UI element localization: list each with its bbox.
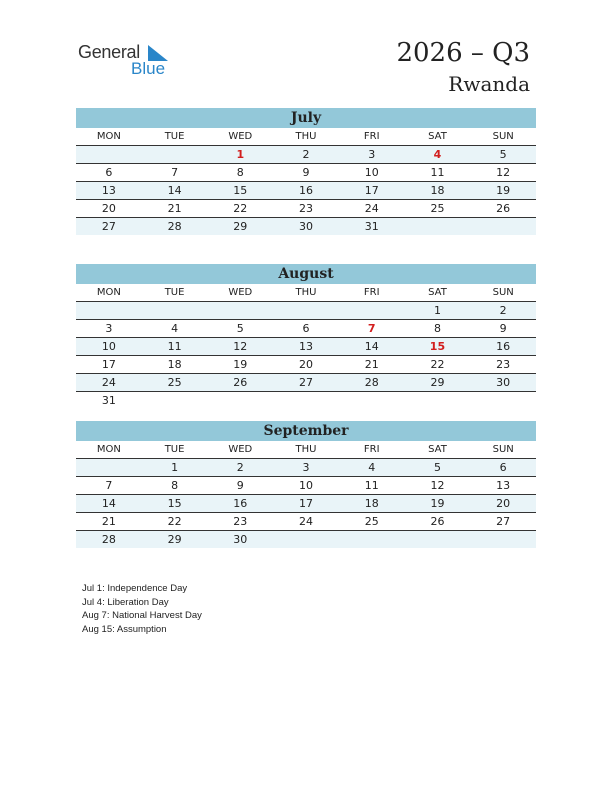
day-cell: 18 xyxy=(167,358,182,371)
weekday-header xyxy=(76,284,536,302)
day-cell: 22 xyxy=(167,515,182,528)
day-cell: 25 xyxy=(364,515,379,528)
day-cell: 29 xyxy=(430,376,445,389)
empty-day-cell xyxy=(339,302,405,319)
weekday-label: FRI xyxy=(363,444,380,455)
day-cell: 17 xyxy=(364,184,379,197)
day-cell: 29 xyxy=(167,533,182,546)
week-row xyxy=(76,320,536,338)
day-cell: 11 xyxy=(167,340,182,353)
empty-day-cell xyxy=(405,218,471,235)
day-cell: 15 xyxy=(233,184,248,197)
day-cell: 31 xyxy=(364,220,379,233)
day-cell: 1 xyxy=(171,461,179,474)
day-cell: 5 xyxy=(499,148,507,161)
empty-day-cell xyxy=(142,302,208,319)
day-cell: 26 xyxy=(233,376,248,389)
weekday-label: SAT xyxy=(428,131,447,142)
day-cell: 9 xyxy=(236,479,244,492)
month-september xyxy=(76,421,536,548)
day-cell: 24 xyxy=(299,515,314,528)
day-cell: 23 xyxy=(233,515,248,528)
empty-day-cell xyxy=(273,392,339,409)
weekday-label: SAT xyxy=(428,287,447,298)
day-cell: 6 xyxy=(302,322,310,335)
day-cell: 14 xyxy=(364,340,379,353)
day-cell: 8 xyxy=(433,322,441,335)
day-cell: 1 xyxy=(433,304,441,317)
empty-day-cell xyxy=(76,302,142,319)
week-row xyxy=(76,531,536,548)
day-cell: 13 xyxy=(496,479,511,492)
empty-day-cell xyxy=(207,392,273,409)
weekday-header xyxy=(76,441,536,459)
empty-day-cell xyxy=(142,146,208,163)
empty-day-cell xyxy=(207,302,273,319)
day-cell: 2 xyxy=(236,461,244,474)
day-cell: 30 xyxy=(299,220,314,233)
logo-blue-text: Blue xyxy=(131,59,166,78)
day-cell: 18 xyxy=(430,184,445,197)
day-cell: 12 xyxy=(496,166,511,179)
empty-day-cell xyxy=(405,531,471,548)
month-title: July xyxy=(76,108,536,128)
weekday-label: SAT xyxy=(428,444,447,455)
day-cell: 20 xyxy=(299,358,314,371)
logo-general-text: General xyxy=(78,42,140,62)
day-cell: 30 xyxy=(233,533,248,546)
day-cell: 23 xyxy=(299,202,314,215)
day-cell: 21 xyxy=(364,358,379,371)
holiday-notes xyxy=(82,582,202,636)
day-cell: 16 xyxy=(299,184,314,197)
weekday-label: FRI xyxy=(363,287,380,298)
page-title: 2026 – Q3 xyxy=(396,38,530,68)
day-cell: 3 xyxy=(368,148,376,161)
day-cell: 11 xyxy=(364,479,379,492)
day-cell: 2 xyxy=(499,304,507,317)
day-cell: 2 xyxy=(302,148,310,161)
day-cell: 29 xyxy=(233,220,248,233)
weekday-label: SUN xyxy=(492,444,514,455)
week-row xyxy=(76,182,536,200)
day-cell: 10 xyxy=(101,340,116,353)
week-row xyxy=(76,164,536,182)
week-row xyxy=(76,200,536,218)
empty-day-cell xyxy=(76,459,142,476)
weekday-label: SUN xyxy=(492,287,514,298)
weekday-label: WED xyxy=(228,131,253,142)
day-cell: 3 xyxy=(302,461,310,474)
empty-day-cell xyxy=(470,218,536,235)
day-cell: 12 xyxy=(233,340,248,353)
day-cell: 24 xyxy=(364,202,379,215)
empty-day-cell xyxy=(76,146,142,163)
day-cell: 31 xyxy=(101,394,116,407)
week-row xyxy=(76,477,536,495)
day-cell: 21 xyxy=(101,515,116,528)
weekday-label: MON xyxy=(96,131,121,142)
day-cell: 12 xyxy=(430,479,445,492)
day-cell: 22 xyxy=(233,202,248,215)
day-cell: 21 xyxy=(167,202,182,215)
day-cell: 17 xyxy=(101,358,116,371)
weekday-label: MON xyxy=(96,287,121,298)
day-cell: 28 xyxy=(167,220,182,233)
empty-day-cell xyxy=(470,531,536,548)
empty-day-cell xyxy=(273,302,339,319)
week-row xyxy=(76,338,536,356)
day-cell: 5 xyxy=(433,461,441,474)
day-cell: 7 xyxy=(105,479,113,492)
day-cell: 3 xyxy=(105,322,113,335)
week-row xyxy=(76,459,536,477)
weekday-label: THU xyxy=(295,287,317,298)
weekday-header xyxy=(76,128,536,146)
day-cell: 8 xyxy=(236,166,244,179)
holiday-note: Jul 4: Liberation Day xyxy=(82,596,169,608)
week-row xyxy=(76,392,536,409)
day-cell: 26 xyxy=(496,202,511,215)
holiday-note: Aug 7: National Harvest Day xyxy=(82,610,202,621)
month-title: August xyxy=(76,264,536,284)
weekday-label: FRI xyxy=(363,131,380,142)
day-cell: 16 xyxy=(233,497,248,510)
day-cell: 17 xyxy=(299,497,314,510)
day-cell: 7 xyxy=(367,322,376,335)
day-cell: 16 xyxy=(496,340,511,353)
day-cell: 4 xyxy=(368,461,376,474)
week-row xyxy=(76,374,536,392)
day-cell: 6 xyxy=(105,166,113,179)
month-august xyxy=(76,264,536,409)
day-cell: 28 xyxy=(364,376,379,389)
day-cell: 14 xyxy=(101,497,116,510)
weekday-label: MON xyxy=(96,444,121,455)
day-cell: 15 xyxy=(167,497,182,510)
day-cell: 24 xyxy=(101,376,116,389)
day-cell: 7 xyxy=(171,166,179,179)
day-cell: 5 xyxy=(236,322,244,335)
day-cell: 25 xyxy=(430,202,445,215)
day-cell: 27 xyxy=(101,220,116,233)
day-cell: 27 xyxy=(299,376,314,389)
weekday-label: THU xyxy=(295,444,317,455)
weekday-label: TUE xyxy=(164,287,185,298)
week-row xyxy=(76,218,536,235)
day-cell: 19 xyxy=(430,497,445,510)
day-cell: 22 xyxy=(430,358,445,371)
day-cell: 23 xyxy=(496,358,511,371)
day-cell: 4 xyxy=(171,322,179,335)
day-cell: 26 xyxy=(430,515,445,528)
day-cell: 10 xyxy=(364,166,379,179)
empty-day-cell xyxy=(339,531,405,548)
day-cell: 13 xyxy=(299,340,314,353)
weekday-label: SUN xyxy=(492,131,514,142)
day-cell: 30 xyxy=(496,376,511,389)
day-cell: 10 xyxy=(299,479,314,492)
weekday-label: TUE xyxy=(164,444,185,455)
empty-day-cell xyxy=(142,392,208,409)
empty-day-cell xyxy=(339,392,405,409)
weekday-label: THU xyxy=(295,131,317,142)
day-cell: 27 xyxy=(496,515,511,528)
week-row xyxy=(76,495,536,513)
week-row xyxy=(76,356,536,374)
day-cell: 13 xyxy=(101,184,116,197)
day-cell: 9 xyxy=(302,166,310,179)
holiday-note: Aug 15: Assumption xyxy=(82,623,167,635)
logo xyxy=(78,42,178,82)
day-cell: 18 xyxy=(364,497,379,510)
week-row xyxy=(76,146,536,164)
day-cell: 19 xyxy=(496,184,511,197)
country-name: Rwanda xyxy=(448,72,530,96)
day-cell: 28 xyxy=(101,533,116,546)
day-cell: 9 xyxy=(499,322,507,335)
empty-day-cell xyxy=(405,392,471,409)
day-cell: 14 xyxy=(167,184,182,197)
day-cell: 4 xyxy=(433,148,442,161)
day-cell: 25 xyxy=(167,376,182,389)
month-title: September xyxy=(76,421,536,441)
weekday-label: TUE xyxy=(164,131,185,142)
empty-day-cell xyxy=(273,531,339,548)
day-cell: 20 xyxy=(496,497,511,510)
week-row xyxy=(76,302,536,320)
weekday-label: WED xyxy=(228,287,253,298)
weekday-label: WED xyxy=(228,444,253,455)
week-row xyxy=(76,513,536,531)
day-cell: 20 xyxy=(101,202,116,215)
empty-day-cell xyxy=(470,392,536,409)
day-cell: 6 xyxy=(499,461,507,474)
holiday-note: Jul 1: Independence Day xyxy=(82,583,188,594)
day-cell: 19 xyxy=(233,358,248,371)
month-july xyxy=(76,108,536,235)
day-cell: 1 xyxy=(236,148,245,161)
day-cell: 8 xyxy=(171,479,179,492)
day-cell: 15 xyxy=(429,340,446,353)
day-cell: 11 xyxy=(430,166,445,179)
